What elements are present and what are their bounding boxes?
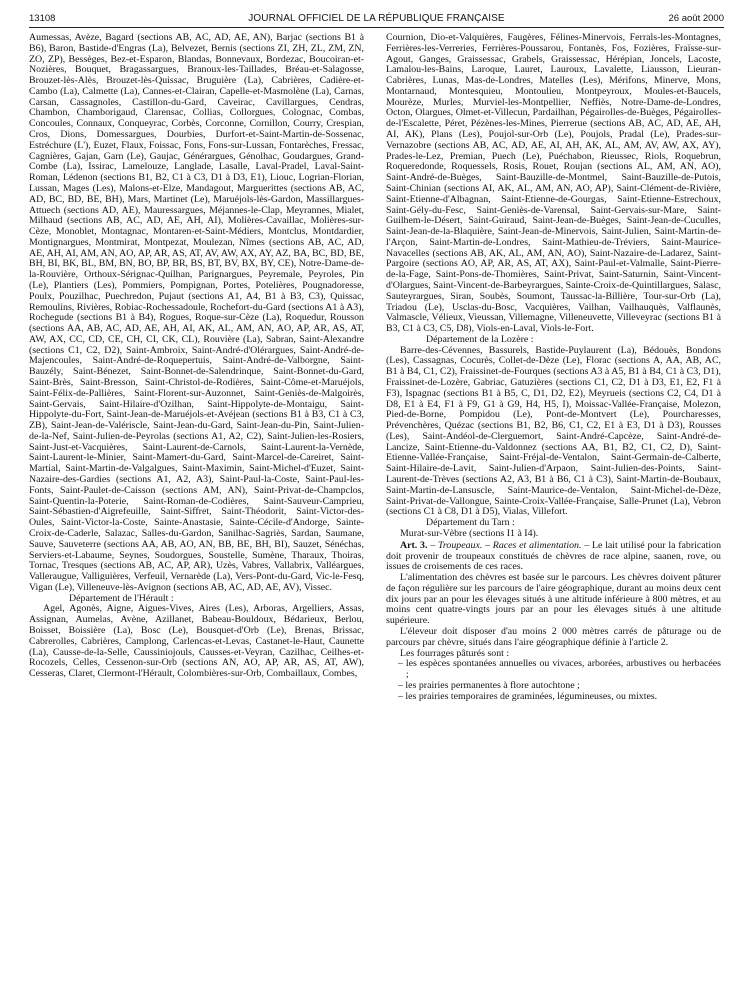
herault-communes-list-part2: Cournion, Dio-et-Valquières, Faugères, Félines-Minervois, Ferrals-les-Montagnes, Ferrières-les-Verreries, Ferrières-Poussarou, Fontanès, Fos, Fozières, Fraïsse-sur-Agout, Ganges, Graissessac, Grabels, Graissessac, Hérépian, Joncels, Lacoste, Lamalou-les-Bains, Laroque, Lauret, Lauroux, Lavalette, Liausson, Lieuran-Cabrières, Lunas, Mas-de-Londres, Matelles (Les), Mérifons, Minerve, Mons, Montarnaud, Montesquieu, Montoulieu, Montpeyroux, Moules-et-Baucels, Mourèze, Murles, Murviel-les-Montpellier, Neffiès, Notre-Dame-de-Londres, Octon, Olargues, Olmet-et-Villecun, Pardailhan, Pégairolles-de-Buèges, Pégairolles-de-l'Escalette, Péret, Pézènes-les-Mines, Pierrerue (sections AB, AC, AD, AE, AH, AI, AK), Plans (Les), Poujol-sur-Orb (Le), Poujols, Pradal (Le), Prades-sur-Vernazobre (sections AB, AC, AD, AE, AI, AH, AK, AL, AM, AV, AW, AX, AY), Prades-le-Lez, Premian, Puech (Le), Puéchabon, Rieussec, Riols, Roquebrun, Roqueredonde, Roquessels, Rosis, Rouet, Roujan (sections AL, AM, AN, AO), Saint-André-de-Buèges, Saint-Bauzille-de-Montmel, Saint-Bauzille-de-Putois, Saint-Chinian (sections AI, AK, AL, AM, AN, AO, AP), Saint-Clément-de-Rivière, Saint-Etienne-d'Albagnan, Saint-Etienne-de-Gourgas, Saint-Etienne-Estrechoux, Saint-Gély-du-Fesc, Saint-Geniès-de-Varensal, Saint-Gervais-sur-Mare, Saint-Guilhem-le-Désert, Saint-Guiraud, Saint-Jean-de-Buèges, Saint-Jean-de-Cuculles, Saint-Jean-de-la-Blaquière, Saint-Jean-de-Minervois, Saint-Julien, Saint-Martin-de-l'Arçon, Saint-Martin-de-Londres, Saint-Mathieu-de-Tréviers, Saint-Maurice-Navacelles (sections AB, AK, AL, AM, AN, AO), Saint-Nazaire-de-Ladarez, Saint-Pargoire (sections AO, AP, AR, AS, AT, AX), Saint-Paul-et-Valmalle, Saint-Pierre-de-la-Fage, Saint-Pons-de-Thomières, Saint-Privat, Saint-Saturnin, Saint-Vincent-d'Olargues, Saint-Vincent-de-Barbeyrargues, Sainte-Croix-de-Quintillargues, Salasc, Sauteyrargues, Siran, Soubès, Soumont, Taussac-la-Billière, Tour-sur-Orb (La), Triadou (Le), Usclas-du-Bosc, Vacquières, Vailhan, Vailhauquès, Valflaunès, Valmascle, Vélieux, Vieussan, Villemagne, Villeneuvette, Villeveyrac (sections B1 à B3, C1 à C3, C5, D8), Viols-en-Laval, Viols-le-Fort. [386, 33, 721, 335]
list-item: – les prairies temporaires de graminées, légumineuses, ou mixtes. [398, 690, 658, 702]
article-label: Art. 3. [400, 539, 428, 551]
article-3: Art. 3. – Troupeaux. – Races et alimentation. – Le lait utilisé pour la fabrication doit provenir de troupeaux constitués de chèvres de race alpine, saanen, rove, ou issues de croisements de ces races. [386, 539, 721, 573]
tarn-communes-list: Murat-sur-Vèbre (sections I1 à I4). [400, 527, 539, 539]
pasture-paragraph: L'éleveur doit disposer d'au moins 2 000 mètres carrés de pâturage ou de parcours par chèvre, situés dans l'aire géographique définie à l'article 2. [386, 625, 721, 648]
left-column [29, 33, 364, 983]
forage-list-intro: Les fourrages pâturés sont : [400, 647, 510, 659]
feeding-paragraph: L'alimentation des chèvres est basée sur le parcours. Les chèvres doivent pâturer de façon régulière sur les parcours de l'aire géographique, durant au moins deux cent dix jours par an pour les élevages situés à une altitude inférieure à 800 mètres, et au moins cent quatre-vingts jours par an pour les élevages situés à une altitude supérieure. [386, 572, 721, 627]
herault-communes-list-part1: Agel, Agonès, Aigne, Aigues-Vives, Aires (Les), Arboras, Argelliers, Assas, Assignan, Aumelas, Avène, Azillanet, Babeau-Bouldoux, Bédarieux, Berlou, Boisset, Boissière (La), Bosc (Le), Bousquet-d'Orb (Le), Brenas, Brissac, Cabrerolles, Cabrières, Camplong, Carlencas-et-Levas, Castanet-le-Haut, Caunette (La), Causse-de-la-Selle, Caussiniojouls, Causses-et-Veyran, Cazilhac, Ceilhes-et-Rocozels, Celles, Cessenon-sur-Orb (sections AN, AO, AP, AR, AS, AT, AW), Cesseras, Claret, Clermont-l'Hérault, Colombières-sur-Orb, Combaillaux, Combes, [29, 603, 364, 680]
list-item: – les espèces spontanées annuelles ou vivaces, arborées, arbustives ou herbacées ; [398, 658, 721, 681]
page-header [29, 12, 724, 26]
page-number: 13108 [29, 13, 56, 24]
article-title: Troupeaux. – Races et alimentation. [437, 539, 582, 551]
list-item: – les prairies permanentes à flore autochtone ; [398, 679, 580, 691]
forage-list [386, 659, 721, 702]
journal-title: JOURNAL OFFICIEL DE LA RÉPUBLIQUE FRANÇAISE [248, 13, 505, 24]
tarn-heading: Département du Tarn : [426, 517, 515, 529]
lozere-heading: Département de la Lozère : [426, 333, 534, 345]
issue-date: 26 août 2000 [668, 13, 724, 24]
herault-heading: Département de l'Hérault : [69, 592, 174, 604]
article-text: Le lait utilisé pour la fabrication doit provenir de troupeaux constitués de chèvres de race alpine, saanen, rove, ou issues de croisements de ces races. [386, 539, 721, 573]
lozere-communes-list: Barre-des-Cévennes, Bassurels, Bastide-Puylaurent (La), Bédouès, Bondons (Les), Cassagnas, Cocurès, Collet-de-Dèze (Le), Florac (sections A, AA, AB, AC, B1 à B4, C1, C2), Fraissinet-de-Fourques (sections A3 à A5, B1 à B4, C1 à C3, D1), Fraissinet-de-Lozère, Gabriac, Gatuzières (sections C1, C2, D1 à D3, E1, E2, F1 à F3), Ispagnac (sections B1 à B5, C, D1, D2, E2), Meyrueis (sections C2, C4, D1 à D8, E1 à E4, F1 à F9, G1 à G9, H4, H5, I), Moissac-Vallée-Française, Molezon, Pied-de-Borne, Pompidou (Le), Pont-de-Montvert (Le), Pourcharesses, Prévenchères, Quézac (sections B1, B2, B6, C1, C2, E1 à E3, D1 à D3), Rousses (Les), Saint-Andéol-de-Clerguemort, Saint-André-Capcèze, Saint-André-de-Lancize, Saint-Etienne-du-Valdonnez (sections AA, B1, B2, C1, C2, D), Saint-Etienne-Vallée-Française, Saint-Fréjal-de-Ventalon, Saint-Germain-de-Calberte, Saint-Hilaire-de-Lavit, Saint-Julien-d'Arpaon, Saint-Julien-des-Points, Saint-Laurent-de-Trèves (sections A2, A3, B1 à B6, C1 à C3), Saint-Martin-de-Boubaux, Saint-Martin-de-Lansuscle, Saint-Maurice-de-Ventalon, Saint-Michel-de-Dèze, Saint-Privat-de-Vallongue, Sainte-Croix-Vallée-Française, Salle-Prunet (La), Vebron (sections C1 à C8, D1 à D5), Vialas, Villefort. [386, 344, 721, 518]
header-rule [29, 27, 724, 28]
right-column [386, 33, 721, 983]
gard-communes-list: Aumessas, Avèze, Bagard (sections AB, AC, AD, AE, AN), Barjac (sections B1 à B6), Baron, Bastide-d'Engras (La), Belvezet, Bernis (sections ZI, ZH, ZL, ZM, ZN, ZO, ZP), Bessèges, Bez-et-Esparon, Blandas, Bonnevaux, Bordezac, Boucoiran-et-Nozières, Bouquet, Bragassargues, Branoux-les-Taillades, Bréau-et-Salagosse, Brouzet-lès-Alès, Brouzet-lès-Quissac, Bruguière (La), Cabrières, Cadière-et-Cambo (La), Calmette (La), Cannes-et-Clairan, Capelle-et-Masmolène (La), Carnas, Carsan, Cassagnoles, Castillon-du-Gard, Caveirac, Cavillargues, Cendras, Chambon, Chamborigaud, Clarensac, Collias, Collorgues, Colognac, Combas, Concoules, Connaux, Conqueyrac, Corbès, Corconne, Cornillon, Courry, Crespian, Cros, Dions, Domessargues, Dourbies, Durfort-et-Saint-Martin-de-Sossenac, Estréchure (L'), Euzet, Flaux, Foissac, Fons, Fons-sur-Lussan, Fontarèches, Fressac, Cagnières, Gajan, Garn (Le), Gaujac, Générargues, Génolhac, Goudargues, Grand-Combe (La), Issirac, Lamelouze, Langlade, Lasalle, Laval-Pradel, Laval-Saint-Roman, Lédenon (sections B1, B2, C1 à C3, D1 à D3, E1), Liouc, Logrian-Florian, Lussan, Mages (Les), Malons-et-Elze, Mandagout, Marguerittes (sections AB, AC, AD, BC, BD, BE, BH), Mars, Martinet (Le), Maruéjols-lès-Gardon, Massillargues-Attuech (sections AD, AE), Mauressargues, Méjannes-le-Clap, Meyrannes, Mialet, Milhaud (sections AB, AC, AD, AE, AH, AI), Molières-Cavaillac, Molières-sur-Cèze, Monoblet, Montagnac, Montaren-et-Saint-Médiers, Montclus, Montdardier, Montignargues, Montmirat, Montpezat, Moulezan, Nîmes (sections AB, AC, AD, AE, AH, AI, AM, AN, AO, AP, AR, AS, AT, AV, AW, AX, AY, AZ, BA, BC, BD, BE, BH, BI, BK, BL, BM, BN, BO, BP, BR, BS, BT, BV, BX, BY, CE), Notre-Dame-de-la-Rouvière, Orthoux-Sérignac-Quilhan, Parignargues, Peyremale, Peyroles, Pin (Le), Plantiers (Les), Pommiers, Pompignan, Portes, Potelières, Pougnadoresse, Poulx, Pouzilhac, Puechredon, Pujaut (sections A1, A4, B1 à B3, C3), Quissac, Remoulins, Rivières, Robiac-Rochessadoule, Rochefort-du-Gard (sections A1 à A3), Rochegude (sections B1 à B4), Rogues, Roque-sur-Cèze (La), Roquedur, Rousson (sections AA, AB, AC, AD, AE, AH, AI, AK, AL, AM, AN, AO, AP, AR, AS, AT, AW, AX, CC, CD, CE, CH, CI, CK, CL), Rouvière (La), Sabran, Saint-Alexandre (sections C1, C2, D2), Saint-Ambroix, Saint-André-d'Olérargues, Saint-André-de-Majencoules, Saint-André-de-Roquepertuis, Saint-André-de-Valborgne, Saint-Bauzély, Saint-Bénezet, Saint-Bonnet-de-Salendrinque, Saint-Bonnet-du-Gard, Saint-Brès, Saint-Bresson, Saint-Christol-de-Rodières, Saint-Côme-et-Maruéjols, Saint-Félix-de-Pallières, Saint-Florent-sur-Auzonnet, Saint-Geniès-de-Malgoirès, Saint-Gervais, Saint-Hilaire-d'Ozilhan, Saint-Hippolyte-de-Montaigu, Saint-Hippolyte-du-Fort, Saint-Jean-de-Maruéjols-et-Avéjean (sections B1 à B3, C1 à C3, ZB), Saint-Jean-de-Valériscle, Saint-Jean-du-Gard, Saint-Jean-du-Pin, Saint-Julien-de-la-Nef, Saint-Julien-de-Peyrolas (sections A1, A2, C2), Saint-Julien-les-Rosiers, Saint-Just-et-Vacquières, Saint-Laurent-de-Carnols, Saint-Laurent-la-Vernède, Saint-Laurent-le-Minier, Saint-Mamert-du-Gard, Saint-Marcel-de-Careiret, Saint-Martial, Saint-Martin-de-Valgalgues, Saint-Maximin, Saint-Michel-d'Euzet, Saint-Nazaire-des-Gardies (sections A1, A2, A3), Saint-Paul-la-Coste, Saint-Paul-les-Fonts, Saint-Paulet-de-Caisson (sections AM, AN), Saint-Privat-de-Champclos, Saint-Quentin-la-Poterie, Saint-Roman-de-Codières, Saint-Sauveur-Camprieu, Saint-Sébastien-d'Aigrefeuille, Saint-Siffret, Saint-Théodorit, Saint-Victor-des-Oules, Saint-Victor-la-Coste, Sainte-Anastasie, Sainte-Cécile-d'Andorge, Sainte-Croix-de-Caderle, Salazac, Salles-du-Gardon, Sanilhac-Sagriès, Sardan, Saumane, Sauve, Sauveterre (sections AA, AB, AO, AN, BB, BE, BH, BI), Sauzet, Sénéchas, Serviers-et-Labaume, Seynes, Soudorgues, Soustelle, Sumène, Tharaux, Thoiras, Tornac, Tresques (sections AB, AC, AP, AR), Uzès, Vabres, Vallabrix, Valléargues, Valleraugue, Valliguières, Verfeuil, Vernarède (La), Vers-Pont-du-Gard, Vic-le-Fesq, Vigan (Le), Villeneuve-lès-Avignon (sections AB, AC, AD, AE, AV), Vissec. [29, 33, 364, 593]
